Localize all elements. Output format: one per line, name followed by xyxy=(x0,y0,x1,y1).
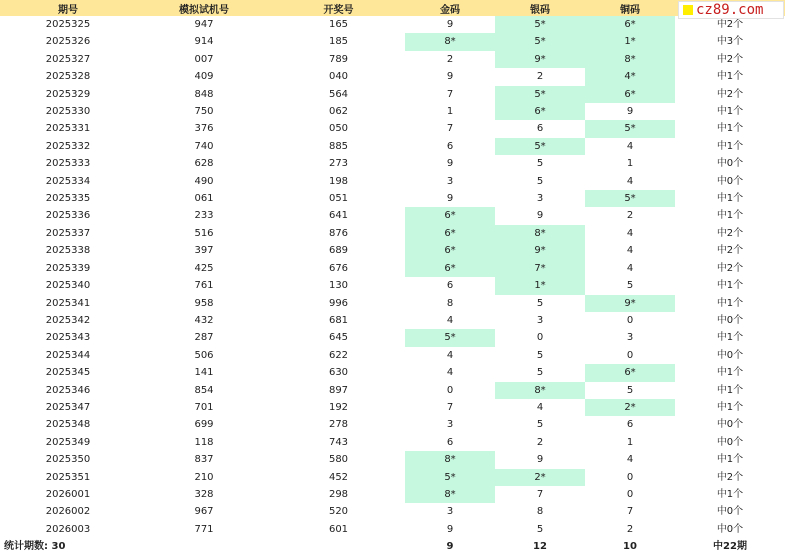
hits-cell: 中0个 xyxy=(716,436,744,448)
issue-cell: 2025351 xyxy=(45,471,91,483)
simulated-number-cell: 750 xyxy=(194,106,214,118)
hits-cell: 中2个 xyxy=(716,19,744,30)
simulated-number-cell: 958 xyxy=(194,297,214,309)
gold-code-cell: 9 xyxy=(446,19,454,30)
table-row xyxy=(0,103,785,120)
draw-number-cell: 676 xyxy=(328,262,349,274)
gold-code-cell: 6 xyxy=(446,140,454,152)
silver-code-cell: 8 xyxy=(536,506,544,518)
table-row xyxy=(0,51,785,68)
table-row xyxy=(0,503,785,520)
table-row xyxy=(0,399,785,416)
draw-number-cell: 185 xyxy=(328,36,349,48)
table-row xyxy=(0,33,785,50)
table-row xyxy=(0,260,785,277)
issue-cell: 2025331 xyxy=(45,123,91,135)
hits-cell: 中3个 xyxy=(716,36,744,48)
bronze-code-cell: 2 xyxy=(626,210,634,222)
hits-cell: 中0个 xyxy=(716,419,744,431)
issue-cell: 2025346 xyxy=(45,384,91,396)
bronze-code-cell: 5 xyxy=(626,280,634,292)
bronze-code-cell: 5* xyxy=(585,190,675,207)
gold-code-cell: 6* xyxy=(405,242,495,259)
gold-code-cell: 8* xyxy=(405,486,495,503)
gold-code-cell: 6 xyxy=(446,280,454,292)
draw-number-cell: 040 xyxy=(328,71,349,83)
hits-cell: 中0个 xyxy=(716,523,744,535)
simulated-number-cell: 854 xyxy=(194,384,214,396)
issue-cell: 2025330 xyxy=(45,106,91,118)
silver-code-cell: 0 xyxy=(536,332,544,344)
draw-number-cell: 743 xyxy=(328,436,349,448)
draw-number-cell: 689 xyxy=(328,245,349,257)
draw-number-cell: 897 xyxy=(328,384,349,396)
simulated-number-cell: 141 xyxy=(194,367,214,379)
simulated-number-cell: 376 xyxy=(194,123,214,135)
site-logo-text: cz89.com xyxy=(696,2,764,18)
hits-cell: 中2个 xyxy=(716,53,744,65)
issue-cell: 2025332 xyxy=(45,140,91,152)
hits-cell: 中0个 xyxy=(716,314,744,326)
site-logo[interactable] xyxy=(678,1,784,19)
silver-code-cell: 5 xyxy=(536,523,544,535)
gold-code-cell: 6* xyxy=(405,207,495,224)
draw-number-cell: 876 xyxy=(328,227,349,239)
silver-code-cell: 5 xyxy=(536,367,544,379)
issue-cell: 2025345 xyxy=(45,367,91,379)
issue-cell: 2025327 xyxy=(45,53,91,65)
draw-number-cell: 601 xyxy=(328,523,349,535)
gold-code-cell: 9 xyxy=(446,523,454,535)
hits-cell: 中0个 xyxy=(716,175,744,187)
silver-code-cell: 8* xyxy=(495,225,585,242)
silver-code-cell: 5 xyxy=(536,349,544,361)
simulated-number-cell: 328 xyxy=(194,488,214,500)
silver-code-cell: 9 xyxy=(536,454,544,466)
hits-cell: 中1个 xyxy=(716,140,744,152)
summary-empty-2 xyxy=(272,538,405,555)
draw-number-cell: 192 xyxy=(328,401,349,413)
simulated-number-cell: 233 xyxy=(194,210,214,222)
simulated-number-cell: 837 xyxy=(194,454,214,466)
bronze-code-cell: 6* xyxy=(585,364,675,381)
table-row xyxy=(0,68,785,85)
bronze-code-cell: 5 xyxy=(626,384,634,396)
issue-cell: 2025336 xyxy=(45,210,91,222)
silver-code-cell: 7* xyxy=(495,260,585,277)
table-row xyxy=(0,434,785,451)
draw-number-cell: 645 xyxy=(328,332,349,344)
draw-number-cell: 130 xyxy=(328,280,349,292)
issue-cell: 2025329 xyxy=(45,88,91,100)
hits-cell: 中2个 xyxy=(716,262,744,274)
simulated-number-cell: 490 xyxy=(194,175,214,187)
hits-cell: 中1个 xyxy=(716,71,744,83)
issue-cell: 2026001 xyxy=(45,488,91,500)
draw-number-cell: 452 xyxy=(328,471,349,483)
gold-code-cell: 5* xyxy=(405,469,495,486)
table-row xyxy=(0,120,785,137)
silver-code-cell: 8* xyxy=(495,382,585,399)
issue-cell: 2025325 xyxy=(45,19,91,30)
header-silver-code: 银码 xyxy=(495,0,585,16)
draw-number-cell: 298 xyxy=(328,488,349,500)
gold-code-cell: 9 xyxy=(446,158,454,170)
silver-code-cell: 6 xyxy=(536,123,544,135)
gold-code-cell: 8 xyxy=(446,297,454,309)
simulated-number-cell: 848 xyxy=(194,88,214,100)
hits-cell: 中2个 xyxy=(716,88,744,100)
simulated-number-cell: 007 xyxy=(194,53,214,65)
table-row xyxy=(0,312,785,329)
summary-silver-total: 12 xyxy=(533,541,547,553)
gold-code-cell: 2 xyxy=(446,53,454,65)
issue-cell: 2025334 xyxy=(45,175,91,187)
issue-cell: 2025343 xyxy=(45,332,91,344)
table-row xyxy=(0,416,785,433)
table-row xyxy=(0,486,785,503)
table-row xyxy=(0,521,785,538)
gold-code-cell: 3 xyxy=(446,175,454,187)
summary-gold-total: 9 xyxy=(446,541,454,553)
silver-code-cell: 3 xyxy=(536,314,544,326)
silver-code-cell: 3 xyxy=(536,193,544,205)
silver-code-cell: 2 xyxy=(536,436,544,448)
table-row xyxy=(0,347,785,364)
issue-cell: 2025348 xyxy=(45,419,91,431)
header-draw-number: 开奖号 xyxy=(272,0,405,16)
gold-code-cell: 5* xyxy=(405,329,495,346)
issue-cell: 2025335 xyxy=(45,193,91,205)
draw-number-cell: 198 xyxy=(328,175,349,187)
issue-cell: 2025347 xyxy=(45,401,91,413)
draw-number-cell: 996 xyxy=(328,297,349,309)
hits-cell: 中1个 xyxy=(716,280,744,292)
simulated-number-cell: 425 xyxy=(194,262,214,274)
bronze-code-cell: 1* xyxy=(585,33,675,50)
gold-code-cell: 9 xyxy=(446,193,454,205)
draw-number-cell: 885 xyxy=(328,140,349,152)
silver-code-cell: 9 xyxy=(536,210,544,222)
issue-cell: 2025340 xyxy=(45,280,91,292)
issue-cell: 2025338 xyxy=(45,245,91,257)
draw-number-cell: 681 xyxy=(328,314,349,326)
hits-cell: 中1个 xyxy=(716,332,744,344)
gold-code-cell: 3 xyxy=(446,506,454,518)
bronze-code-cell: 4 xyxy=(626,227,634,239)
hits-cell: 中1个 xyxy=(716,401,744,413)
summary-row xyxy=(0,538,785,555)
gold-code-cell: 9 xyxy=(446,71,454,83)
table-row xyxy=(0,155,785,172)
simulated-number-cell: 516 xyxy=(194,227,214,239)
summary-empty-1 xyxy=(136,538,272,555)
header-gold-code: 金码 xyxy=(405,0,495,16)
issue-cell: 2026002 xyxy=(45,506,91,518)
silver-code-cell: 5* xyxy=(495,138,585,155)
bronze-code-cell: 8* xyxy=(585,51,675,68)
bronze-code-cell: 1 xyxy=(626,436,634,448)
issue-cell: 2025339 xyxy=(45,262,91,274)
hits-cell: 中0个 xyxy=(716,349,744,361)
silver-code-cell: 9* xyxy=(495,242,585,259)
gold-code-cell: 3 xyxy=(446,419,454,431)
simulated-number-cell: 628 xyxy=(194,158,214,170)
hits-cell: 中0个 xyxy=(716,158,744,170)
gold-code-cell: 7 xyxy=(446,123,454,135)
simulated-number-cell: 967 xyxy=(194,506,214,518)
bronze-code-cell: 1 xyxy=(626,158,634,170)
summary-hit-total: 中22期 xyxy=(713,541,747,553)
bronze-code-cell: 6 xyxy=(626,419,634,431)
issue-cell: 2026003 xyxy=(45,523,91,535)
hits-cell: 中1个 xyxy=(716,367,744,379)
issue-cell: 2025337 xyxy=(45,227,91,239)
draw-number-cell: 278 xyxy=(328,419,349,431)
simulated-number-cell: 210 xyxy=(194,471,214,483)
bronze-code-cell: 9* xyxy=(585,295,675,312)
bronze-code-cell: 4 xyxy=(626,454,634,466)
table-row xyxy=(0,16,785,33)
draw-number-cell: 050 xyxy=(328,123,349,135)
draw-number-cell: 580 xyxy=(328,454,349,466)
issue-cell: 2025349 xyxy=(45,436,91,448)
silver-code-cell: 5* xyxy=(495,16,585,33)
header-bronze-code: 铜码 xyxy=(585,0,675,16)
silver-code-cell: 2 xyxy=(536,71,544,83)
silver-code-cell: 6* xyxy=(495,103,585,120)
issue-cell: 2025326 xyxy=(45,36,91,48)
table-row xyxy=(0,190,785,207)
header-row xyxy=(0,0,785,16)
table-row xyxy=(0,277,785,294)
hits-cell: 中1个 xyxy=(716,488,744,500)
bronze-code-cell: 0 xyxy=(626,349,634,361)
simulated-number-cell: 397 xyxy=(194,245,214,257)
simulated-number-cell: 118 xyxy=(194,436,214,448)
gold-code-cell: 4 xyxy=(446,367,454,379)
table-row xyxy=(0,469,785,486)
issue-cell: 2025342 xyxy=(45,314,91,326)
header-simulated-number: 模拟试机号 xyxy=(136,0,272,16)
silver-code-cell: 9* xyxy=(495,51,585,68)
draw-number-cell: 630 xyxy=(328,367,349,379)
gold-code-cell: 0 xyxy=(446,384,454,396)
bronze-code-cell: 6* xyxy=(585,86,675,103)
simulated-number-cell: 432 xyxy=(194,314,214,326)
hits-cell: 中0个 xyxy=(716,506,744,518)
simulated-number-cell: 740 xyxy=(194,140,214,152)
yellow-square-icon xyxy=(683,5,693,15)
simulated-number-cell: 947 xyxy=(194,19,214,30)
draw-number-cell: 622 xyxy=(328,349,349,361)
table-row xyxy=(0,329,785,346)
gold-code-cell: 8* xyxy=(405,451,495,468)
table-row xyxy=(0,382,785,399)
hits-cell: 中1个 xyxy=(716,193,744,205)
bronze-code-cell: 0 xyxy=(626,314,634,326)
silver-code-cell: 1* xyxy=(495,277,585,294)
draw-number-cell: 789 xyxy=(328,53,349,65)
summary-bronze-total: 10 xyxy=(623,541,637,553)
bronze-code-cell: 2 xyxy=(626,523,634,535)
summary-label: 统计期数: 30 xyxy=(4,541,66,553)
gold-code-cell: 6* xyxy=(405,225,495,242)
issue-cell: 2025350 xyxy=(45,454,91,466)
bronze-code-cell: 4 xyxy=(626,140,634,152)
draw-number-cell: 165 xyxy=(328,19,349,30)
header-issue: 期号 xyxy=(0,0,136,16)
issue-cell: 2025333 xyxy=(45,158,91,170)
issue-cell: 2025344 xyxy=(45,349,91,361)
gold-code-cell: 7 xyxy=(446,401,454,413)
hits-cell: 中1个 xyxy=(716,210,744,222)
table-row xyxy=(0,364,785,381)
draw-number-cell: 641 xyxy=(328,210,349,222)
issue-cell: 2025328 xyxy=(45,71,91,83)
gold-code-cell: 8* xyxy=(405,33,495,50)
table-row xyxy=(0,173,785,190)
bronze-code-cell: 4 xyxy=(626,262,634,274)
draw-number-cell: 051 xyxy=(328,193,349,205)
simulated-number-cell: 699 xyxy=(194,419,214,431)
silver-code-cell: 5* xyxy=(495,33,585,50)
draw-number-cell: 564 xyxy=(328,88,349,100)
gold-code-cell: 1 xyxy=(446,106,454,118)
table-row xyxy=(0,295,785,312)
bronze-code-cell: 6* xyxy=(585,16,675,33)
table-row xyxy=(0,451,785,468)
hits-cell: 中1个 xyxy=(716,123,744,135)
hits-cell: 中1个 xyxy=(716,384,744,396)
bronze-code-cell: 9 xyxy=(626,106,634,118)
simulated-number-cell: 914 xyxy=(194,36,214,48)
simulated-number-cell: 761 xyxy=(194,280,214,292)
gold-code-cell: 4 xyxy=(446,314,454,326)
bronze-code-cell: 5* xyxy=(585,120,675,137)
table-row xyxy=(0,207,785,224)
hits-cell: 中1个 xyxy=(716,454,744,466)
simulated-number-cell: 061 xyxy=(194,193,214,205)
draw-number-cell: 520 xyxy=(328,506,349,518)
bronze-code-cell: 3 xyxy=(626,332,634,344)
draw-number-cell: 062 xyxy=(328,106,349,118)
silver-code-cell: 2* xyxy=(495,469,585,486)
gold-code-cell: 6 xyxy=(446,436,454,448)
table-row xyxy=(0,225,785,242)
hits-cell: 中2个 xyxy=(716,471,744,483)
silver-code-cell: 5 xyxy=(536,158,544,170)
silver-code-cell: 5* xyxy=(495,86,585,103)
bronze-code-cell: 4* xyxy=(585,68,675,85)
silver-code-cell: 5 xyxy=(536,419,544,431)
hits-cell: 中1个 xyxy=(716,297,744,309)
bronze-code-cell: 0 xyxy=(626,488,634,500)
bronze-code-cell: 7 xyxy=(626,506,634,518)
gold-code-cell: 4 xyxy=(446,349,454,361)
gold-code-cell: 6* xyxy=(405,260,495,277)
bronze-code-cell: 0 xyxy=(626,471,634,483)
bronze-code-cell: 2* xyxy=(585,399,675,416)
silver-code-cell: 5 xyxy=(536,297,544,309)
simulated-number-cell: 287 xyxy=(194,332,214,344)
hits-cell: 中2个 xyxy=(716,245,744,257)
gold-code-cell: 7 xyxy=(446,88,454,100)
table-row xyxy=(0,242,785,259)
table-row xyxy=(0,138,785,155)
silver-code-cell: 4 xyxy=(536,401,544,413)
draw-number-cell: 273 xyxy=(328,158,349,170)
simulated-number-cell: 506 xyxy=(194,349,214,361)
table-row xyxy=(0,86,785,103)
hits-cell: 中1个 xyxy=(716,106,744,118)
simulated-number-cell: 409 xyxy=(194,71,214,83)
hits-cell: 中2个 xyxy=(716,227,744,239)
simulated-number-cell: 701 xyxy=(194,401,214,413)
bronze-code-cell: 4 xyxy=(626,245,634,257)
bronze-code-cell: 4 xyxy=(626,175,634,187)
issue-cell: 2025341 xyxy=(45,297,91,309)
silver-code-cell: 5 xyxy=(536,175,544,187)
silver-code-cell: 7 xyxy=(536,488,544,500)
simulated-number-cell: 771 xyxy=(194,523,214,535)
